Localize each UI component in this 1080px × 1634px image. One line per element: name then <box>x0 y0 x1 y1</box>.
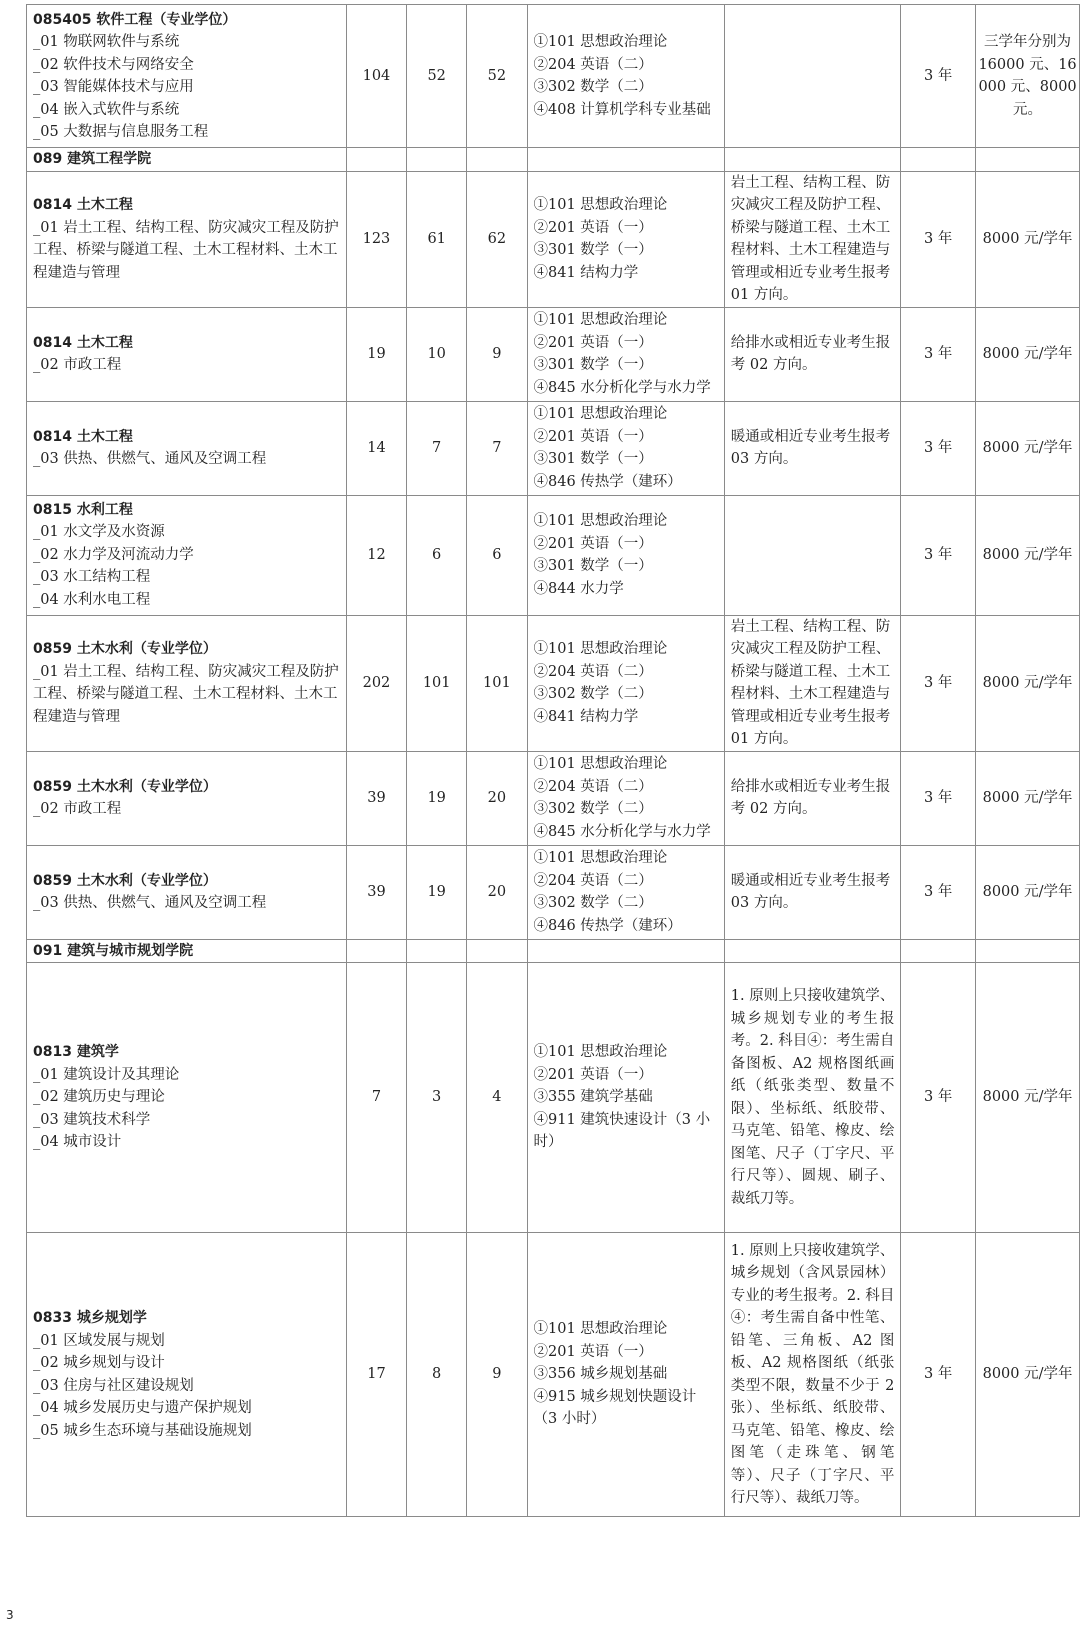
exam-subject: ④846 传热学（建环） <box>533 917 682 934</box>
exam-subject: ①101 思想政治理论 <box>533 850 668 866</box>
notes-cell <box>724 5 901 148</box>
research-direction: _01 建筑设计及其理论 <box>33 1066 180 1083</box>
tuition-fee: 8000 元/学年 <box>976 171 1080 307</box>
research-direction: _02 水力学及河流动力学 <box>33 546 194 563</box>
major-name: 0814 土木工程 <box>33 334 133 351</box>
major-cell <box>27 615 347 751</box>
major-cell <box>27 963 347 1233</box>
empty-cell <box>901 939 976 963</box>
major-cell <box>27 751 347 845</box>
exam-subject: ④841 结构力学 <box>533 264 639 281</box>
tuition-fee: 8000 元/学年 <box>976 401 1080 495</box>
exam-subject: ③301 数学（一） <box>533 451 653 467</box>
exam-subject: ④844 水力学 <box>533 580 624 597</box>
total-quota: 202 <box>346 615 406 751</box>
exam-subject: ④911 建筑快速设计（3 小时） <box>533 1111 711 1151</box>
research-direction: _03 建筑技术科学 <box>33 1111 151 1128</box>
research-direction: _03 供热、供燃气、通风及空调工程 <box>33 451 267 467</box>
notes-cell: 暖通或相近专业考生报考 03 方向。 <box>724 401 901 495</box>
research-direction: _01 岩土工程、结构工程、防灾减灾工程及防护工程、桥梁与隧道工程、土木工程材料、土木工程建造与管理 <box>33 219 339 281</box>
study-duration: 3 年 <box>901 751 976 845</box>
research-direction: _03 智能媒体技术与应用 <box>33 79 194 95</box>
exam-subjects <box>527 615 724 751</box>
research-direction: _04 城市设计 <box>33 1134 122 1151</box>
notes-cell: 给排水或相近专业考生报考 02 方向。 <box>724 751 901 845</box>
empty-cell <box>976 148 1080 172</box>
table-row <box>27 615 1080 751</box>
research-direction: _03 住房与社区建设规划 <box>33 1377 194 1394</box>
exam-subject: ④845 水分析化学与水力学 <box>533 823 711 840</box>
research-direction: _02 软件技术与网络安全 <box>33 56 194 73</box>
exam-subject: ②204 英语（二） <box>533 56 653 73</box>
exam-subject: ②201 英语（一） <box>533 428 653 445</box>
quota-col-2: 61 <box>407 171 467 307</box>
empty-cell <box>407 939 467 963</box>
quota-col-3: 20 <box>467 751 527 845</box>
notes-cell: 岩土工程、结构工程、防灾减灾工程及防护工程、桥梁与隧道工程、土木工程材料、土木工程建造与管理或相近专业考生报考 01 方向。 <box>724 171 901 307</box>
total-quota: 7 <box>346 963 406 1233</box>
notes-cell: 岩土工程、结构工程、防灾减灾工程及防护工程、桥梁与隧道工程、土木工程材料、土木工程建造与管理或相近专业考生报考 01 方向。 <box>724 615 901 751</box>
total-quota: 123 <box>346 171 406 307</box>
research-direction: _01 区域发展与规划 <box>33 1332 165 1349</box>
major-name: 0859 土木水利（专业学位） <box>33 641 217 657</box>
exam-subject: ③302 数学（二） <box>533 801 653 817</box>
exam-subjects <box>527 171 724 307</box>
research-direction: _02 市政工程 <box>33 357 122 373</box>
table-row <box>27 751 1080 845</box>
exam-subjects <box>527 1233 724 1517</box>
enrollment-table <box>26 4 1080 1517</box>
table-row <box>27 401 1080 495</box>
major-name: 0813 建筑学 <box>33 1044 119 1061</box>
exam-subjects <box>527 963 724 1233</box>
research-direction: _01 岩土工程、结构工程、防灾减灾工程及防护工程、桥梁与隧道工程、土木工程材料、土木工程建造与管理 <box>33 663 339 725</box>
quota-col-3: 101 <box>467 615 527 751</box>
section-title: 089 建筑工程学院 <box>27 148 347 172</box>
exam-subject: ①101 思想政治理论 <box>533 1044 668 1061</box>
major-cell <box>27 171 347 307</box>
table-row <box>27 495 1080 615</box>
tuition-fee: 8000 元/学年 <box>976 845 1080 939</box>
tuition-fee: 8000 元/学年 <box>976 615 1080 751</box>
research-direction: _02 城乡规划与设计 <box>33 1355 165 1371</box>
exam-subject: ③301 数学（一） <box>533 242 653 258</box>
empty-cell <box>467 148 527 172</box>
exam-subject: ①101 思想政治理论 <box>533 1321 668 1338</box>
table-row <box>27 5 1080 148</box>
exam-subject: ①101 思想政治理论 <box>533 34 668 50</box>
research-direction: _04 城乡发展历史与遗产保护规划 <box>33 1400 252 1416</box>
exam-subjects <box>527 307 724 401</box>
major-cell <box>27 845 347 939</box>
research-direction: _02 建筑历史与理论 <box>33 1089 165 1106</box>
tuition-fee: 8000 元/学年 <box>976 751 1080 845</box>
empty-cell <box>724 939 901 963</box>
study-duration: 3 年 <box>901 845 976 939</box>
major-name: 0859 土木水利（专业学位） <box>33 778 217 795</box>
section-title: 091 建筑与城市规划学院 <box>27 939 347 963</box>
empty-cell <box>467 939 527 963</box>
major-name: 0814 土木工程 <box>33 197 133 213</box>
exam-subject: ②201 英语（一） <box>533 535 653 552</box>
major-name: 0833 城乡规划学 <box>33 1310 147 1326</box>
empty-cell <box>901 148 976 172</box>
page-number: 3 <box>6 1608 14 1622</box>
exam-subject: ①101 思想政治理论 <box>533 641 668 657</box>
quota-col-2: 101 <box>407 615 467 751</box>
table-row <box>27 963 1080 1233</box>
exam-subjects <box>527 401 724 495</box>
research-direction: _05 大数据与信息服务工程 <box>33 124 209 140</box>
section-header-row <box>27 939 1080 963</box>
empty-cell <box>346 939 406 963</box>
exam-subject: ③356 城乡规划基础 <box>533 1366 668 1383</box>
major-cell <box>27 1233 347 1517</box>
exam-subject: ②204 英语（二） <box>533 778 653 795</box>
empty-cell <box>407 148 467 172</box>
study-duration: 3 年 <box>901 615 976 751</box>
total-quota: 14 <box>346 401 406 495</box>
exam-subject: ②201 英语（一） <box>533 1066 653 1083</box>
study-duration: 3 年 <box>901 171 976 307</box>
empty-cell <box>724 148 901 172</box>
exam-subject: ②201 英语（一） <box>533 334 653 351</box>
notes-cell: 1. 原则上只接收建筑学、城乡规划专业的考生报考。2. 科目④：考生需自备图板、A2 规格图纸画纸（纸张类型、数量不限）、坐标纸、纸胶带、马克笔、铅笔、橡皮、绘图笔、尺子（丁字尺、平行尺等）、圆规、刷子、裁纸刀等。 <box>724 963 901 1233</box>
notes-cell: 给排水或相近专业考生报考 02 方向。 <box>724 307 901 401</box>
quota-col-2: 7 <box>407 401 467 495</box>
study-duration: 3 年 <box>901 307 976 401</box>
quota-col-3: 7 <box>467 401 527 495</box>
major-name: 0815 水利工程 <box>33 501 133 518</box>
tuition-fee: 三学年分别为 16000 元、16000 元、8000 元。 <box>976 5 1080 148</box>
research-direction: _03 供热、供燃气、通风及空调工程 <box>33 895 267 911</box>
exam-subject: ①101 思想政治理论 <box>533 406 668 422</box>
exam-subject: ④846 传热学（建环） <box>533 473 682 490</box>
quota-col-2: 19 <box>407 845 467 939</box>
study-duration: 3 年 <box>901 5 976 148</box>
total-quota: 17 <box>346 1233 406 1517</box>
major-cell <box>27 401 347 495</box>
major-cell <box>27 307 347 401</box>
empty-cell <box>976 939 1080 963</box>
major-name: 0859 土木水利（专业学位） <box>33 872 217 889</box>
table-row <box>27 845 1080 939</box>
research-direction: _02 市政工程 <box>33 801 122 817</box>
tuition-fee: 8000 元/学年 <box>976 495 1080 615</box>
table-row <box>27 1233 1080 1517</box>
quota-col-2: 19 <box>407 751 467 845</box>
exam-subject: ③302 数学（二） <box>533 79 653 95</box>
study-duration: 3 年 <box>901 401 976 495</box>
quota-col-3: 4 <box>467 963 527 1233</box>
total-quota: 39 <box>346 845 406 939</box>
total-quota: 12 <box>346 495 406 615</box>
total-quota: 39 <box>346 751 406 845</box>
table-body <box>27 5 1080 1517</box>
total-quota: 19 <box>346 307 406 401</box>
research-direction: _01 水文学及水资源 <box>33 524 165 541</box>
major-cell <box>27 495 347 615</box>
table-row <box>27 171 1080 307</box>
empty-cell <box>527 939 724 963</box>
exam-subjects <box>527 751 724 845</box>
exam-subjects <box>527 5 724 148</box>
exam-subject: ③301 数学（一） <box>533 357 653 373</box>
research-direction: _04 水利水电工程 <box>33 591 151 608</box>
exam-subject: ②201 英语（一） <box>533 219 653 236</box>
exam-subject: ②204 英语（二） <box>533 872 653 889</box>
exam-subject: ③302 数学（二） <box>533 686 653 702</box>
quota-col-2: 52 <box>407 5 467 148</box>
exam-subjects <box>527 845 724 939</box>
research-direction: _04 嵌入式软件与系统 <box>33 101 180 118</box>
quota-col-3: 6 <box>467 495 527 615</box>
research-direction: _01 物联网软件与系统 <box>33 34 180 50</box>
major-name: 085405 软件工程（专业学位） <box>33 11 237 28</box>
research-direction: _05 城乡生态环境与基础设施规划 <box>33 1422 252 1439</box>
exam-subject: ②201 英语（一） <box>533 1343 653 1360</box>
quota-col-3: 20 <box>467 845 527 939</box>
notes-cell: 1. 原则上只接收建筑学、城乡规划（含风景园林）专业的考生报考。2. 科目④：考生需自备中性笔、铅笔、三角板、A2 图板、A2 规格图纸（纸张类型不限，数量不少于 2 张）、坐标纸、纸胶带、马克笔、铅笔、橡皮、绘图笔（走珠笔、钢笔等）、尺子（丁字尺、平行尺等）、裁纸刀等。 <box>724 1233 901 1517</box>
quota-col-3: 52 <box>467 5 527 148</box>
tuition-fee: 8000 元/学年 <box>976 1233 1080 1517</box>
exam-subject: ③302 数学（二） <box>533 895 653 911</box>
section-header-row <box>27 148 1080 172</box>
quota-col-2: 6 <box>407 495 467 615</box>
exam-subject: ④408 计算机学科专业基础 <box>533 101 711 118</box>
quota-col-3: 62 <box>467 171 527 307</box>
tuition-fee: 8000 元/学年 <box>976 963 1080 1233</box>
study-duration: 3 年 <box>901 1233 976 1517</box>
exam-subject: ④841 结构力学 <box>533 708 639 725</box>
exam-subject: ④915 城乡规划快题设计（3 小时） <box>533 1388 697 1428</box>
exam-subjects <box>527 495 724 615</box>
exam-subject: ①101 思想政治理论 <box>533 756 668 772</box>
exam-subject: ③301 数学（一） <box>533 558 653 574</box>
quota-col-3: 9 <box>467 307 527 401</box>
major-cell <box>27 5 347 148</box>
total-quota: 104 <box>346 5 406 148</box>
major-name: 0814 土木工程 <box>33 428 133 445</box>
quota-col-2: 8 <box>407 1233 467 1517</box>
notes-cell <box>724 495 901 615</box>
notes-cell: 暖通或相近专业考生报考 03 方向。 <box>724 845 901 939</box>
empty-cell <box>346 148 406 172</box>
empty-cell <box>527 148 724 172</box>
exam-subject: ④845 水分析化学与水力学 <box>533 379 711 396</box>
exam-subject: ②204 英语（二） <box>533 663 653 680</box>
tuition-fee: 8000 元/学年 <box>976 307 1080 401</box>
quota-col-3: 9 <box>467 1233 527 1517</box>
quota-col-2: 10 <box>407 307 467 401</box>
study-duration: 3 年 <box>901 495 976 615</box>
exam-subject: ①101 思想政治理论 <box>533 312 668 328</box>
research-direction: _03 水工结构工程 <box>33 569 151 586</box>
exam-subject: ③355 建筑学基础 <box>533 1089 653 1106</box>
quota-col-2: 3 <box>407 963 467 1233</box>
exam-subject: ①101 思想政治理论 <box>533 197 668 213</box>
exam-subject: ①101 思想政治理论 <box>533 513 668 529</box>
study-duration: 3 年 <box>901 963 976 1233</box>
table-row <box>27 307 1080 401</box>
